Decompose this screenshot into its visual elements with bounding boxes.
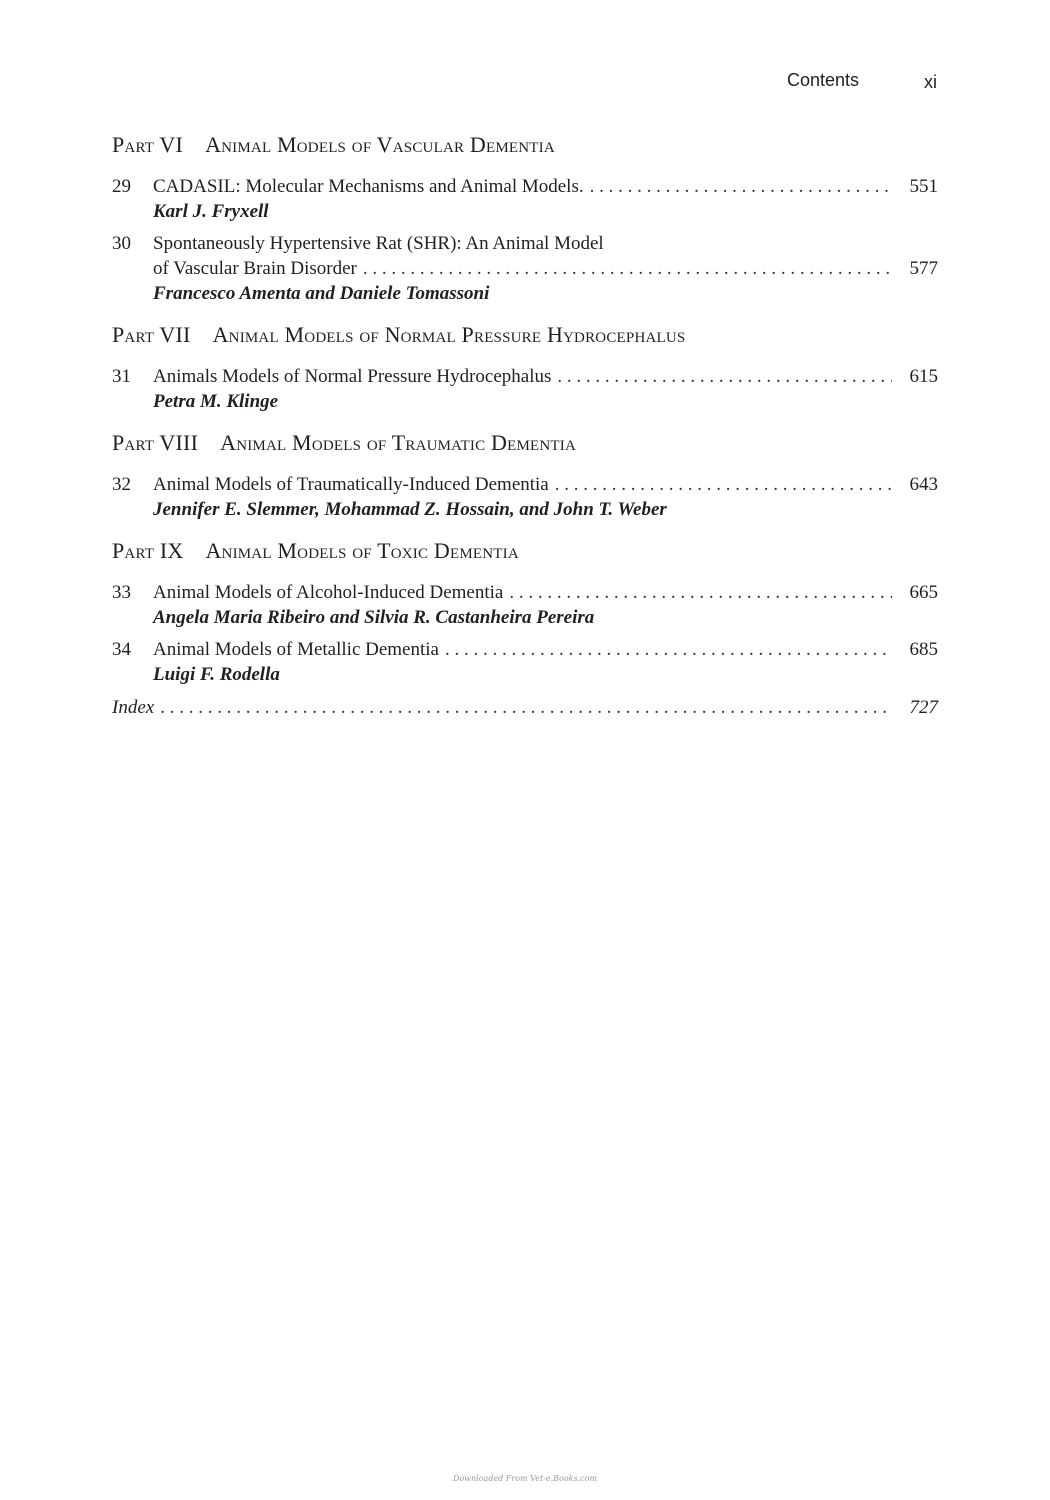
running-head bbox=[0, 70, 1050, 96]
chapter-title: Animal Models of Traumatically-Induced Dementia bbox=[153, 474, 549, 495]
chapter-title: Animal Models of Metallic Dementia bbox=[153, 639, 439, 660]
chapter-title-continued: of Vascular Brain Disorder bbox=[153, 258, 357, 279]
part-title: Animal Models of Toxic Dementia bbox=[205, 538, 519, 563]
dot-leader bbox=[509, 580, 892, 605]
dot-leader bbox=[555, 472, 892, 497]
chapter-page: 685 bbox=[909, 639, 938, 660]
table-of-contents bbox=[112, 130, 938, 720]
part-label: Part VI bbox=[112, 132, 184, 157]
chapter-number: 34 bbox=[112, 639, 131, 660]
toc-entry[interactable] bbox=[112, 580, 938, 630]
chapter-number: 32 bbox=[112, 474, 131, 495]
index-label: Index bbox=[112, 697, 155, 718]
dot-leader bbox=[363, 256, 892, 281]
chapter-page: 551 bbox=[909, 176, 938, 197]
part-title: Animal Models of Normal Pressure Hydrocephalus bbox=[212, 322, 686, 347]
toc-entry[interactable] bbox=[112, 364, 938, 414]
part-label: Part IX bbox=[112, 538, 184, 563]
running-head-title: Contents bbox=[787, 70, 860, 90]
part-title: Animal Models of Vascular Dementia bbox=[205, 132, 555, 157]
chapter-page: 643 bbox=[909, 474, 938, 495]
dot-leader bbox=[445, 637, 892, 662]
part-label: Part VII bbox=[112, 322, 191, 347]
part-heading bbox=[112, 320, 938, 350]
chapter-number: 31 bbox=[112, 366, 131, 387]
part-heading bbox=[112, 428, 938, 458]
chapter-title: Spontaneously Hypertensive Rat (SHR): An Animal Model bbox=[153, 233, 604, 254]
chapter-page: 577 bbox=[909, 258, 938, 279]
chapter-authors: Francesco Amenta and Daniele Tomassoni bbox=[153, 283, 490, 304]
chapter-title: Animals Models of Normal Pressure Hydrocephalus bbox=[153, 366, 552, 387]
chapter-authors: Angela Maria Ribeiro and Silvia R. Castanheira Pereira bbox=[153, 607, 595, 628]
dot-leader bbox=[590, 174, 892, 199]
chapter-page: 665 bbox=[909, 582, 938, 603]
chapter-number: 29 bbox=[112, 176, 131, 197]
chapter-authors: Jennifer E. Slemmer, Mohammad Z. Hossain, and John T. Weber bbox=[153, 499, 667, 520]
chapter-title: Animal Models of Alcohol-Induced Dementia bbox=[153, 582, 504, 603]
chapter-title: CADASIL: Molecular Mechanisms and Animal Models. bbox=[153, 176, 584, 197]
part-label: Part VIII bbox=[112, 430, 199, 455]
part-heading bbox=[112, 130, 938, 160]
chapter-page: 615 bbox=[909, 366, 938, 387]
chapter-number: 33 bbox=[112, 582, 131, 603]
part-title: Animal Models of Traumatic Dementia bbox=[220, 430, 576, 455]
part-heading bbox=[112, 536, 938, 566]
toc-entry[interactable] bbox=[112, 174, 938, 224]
page-number: xi bbox=[924, 72, 937, 92]
chapter-authors: Luigi F. Rodella bbox=[153, 664, 280, 685]
toc-entry[interactable] bbox=[112, 637, 938, 687]
toc-entry[interactable] bbox=[112, 231, 938, 306]
chapter-authors: Petra M. Klinge bbox=[153, 391, 279, 412]
dot-leader bbox=[160, 695, 892, 720]
chapter-authors: Karl J. Fryxell bbox=[153, 201, 269, 222]
download-watermark: Downloaded From Vet-e.Books.com bbox=[452, 1474, 598, 1483]
toc-index-entry[interactable] bbox=[112, 695, 938, 720]
toc-entry[interactable] bbox=[112, 472, 938, 522]
index-page: 727 bbox=[909, 697, 938, 718]
dot-leader bbox=[557, 364, 892, 389]
chapter-number: 30 bbox=[112, 233, 131, 254]
